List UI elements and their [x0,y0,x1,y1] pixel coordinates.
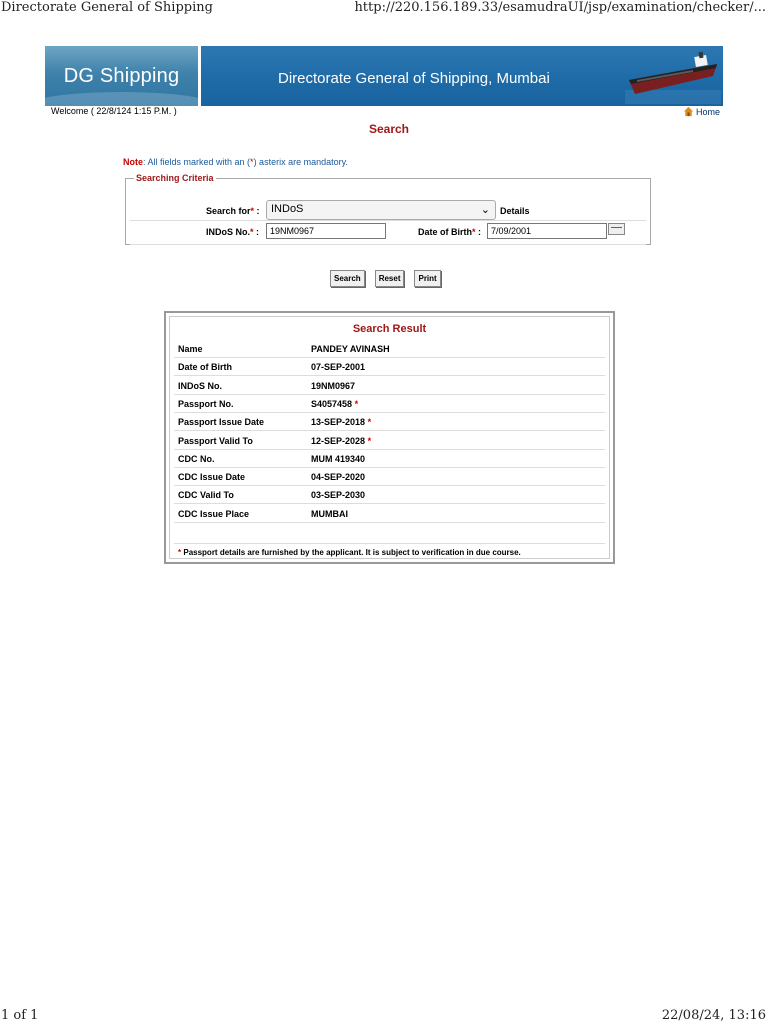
result-value [311,472,365,482]
result-value-text: 03-SEP-2030 [311,490,366,501]
criteria-legend: Searching Criteria [136,173,214,183]
required-asterisk: * [250,227,254,237]
calendar-icon[interactable] [608,223,625,235]
dg-shipping-logo [45,46,201,106]
result-label: CDC Issue Place [178,508,250,519]
result-value-text: S4057458 [311,398,353,409]
footnote-asterisk: * [178,548,182,557]
result-value [311,509,348,519]
banner-title-area [201,46,723,106]
result-value [311,417,371,427]
welcome-text: Welcome ( 22/8/124 1:15 P.M. ) [51,106,177,116]
reset-button[interactable]: Reset [375,270,405,287]
result-label: CDC Valid To [178,490,234,501]
search-for-label: Search for* : [206,206,260,216]
passport-footnote [174,543,605,557]
result-value-text: 04-SEP-2020 [311,472,366,483]
dob-input[interactable]: 7/09/2001 [487,223,607,239]
footnote-text: Passport details are furnished by the applicant. It is subject to verification in due course. [183,548,521,557]
ship-illustration [625,50,721,104]
house-icon [683,106,694,117]
search-result-title: Search Result [352,323,427,335]
dob-label-text: Date of Birth [418,227,472,237]
result-row [174,449,605,468]
dropdown-chevron-icon: ⌄ [480,204,490,216]
note-text-before: : All fields marked with an ( [143,157,251,167]
mandatory-note [123,157,348,167]
logo-text: DG Shipping [63,64,180,87]
searching-criteria-fieldset [125,173,651,245]
unverified-asterisk: * [354,398,359,409]
unverified-asterisk: * [367,435,372,446]
result-value-text: MUM 419340 [311,453,366,464]
result-value [311,454,365,464]
result-label: CDC No. [178,453,215,464]
result-label: INDoS No. [178,380,222,391]
page-title: Search [368,122,410,136]
note-label: Note [123,157,143,167]
search-for-label-text: Search for [206,206,251,216]
print-datetime: 22/08/24, 13:16 [661,1008,766,1023]
result-value-text: 13-SEP-2018 [311,417,366,428]
result-row [174,431,605,450]
print-header [0,0,768,18]
search-result-panel [164,311,615,564]
action-buttons [330,270,441,287]
result-row [174,339,605,358]
result-label: Passport No. [178,398,234,409]
result-label: Date of Birth [178,362,232,373]
note-text-after: ) asterix are mandatory. [253,157,348,167]
result-label: Name [178,344,203,354]
unverified-asterisk: * [367,417,372,428]
result-row [174,504,605,523]
note-asterisk: * [250,157,254,167]
indos-label: INDoS No.* : [206,227,260,237]
result-label: Passport Valid To [178,435,253,446]
result-row [174,376,605,395]
search-for-select[interactable] [266,200,496,220]
dob-label: Date of Birth* : [418,227,482,237]
home-link[interactable] [683,106,720,117]
result-value [311,344,390,354]
search-button[interactable]: Search [330,270,365,287]
indos-label-text: INDoS No. [206,227,250,237]
site-banner [45,46,723,106]
banner-title: Directorate General of Shipping, Mumbai [278,70,550,87]
result-row [174,412,605,431]
indos-input[interactable]: 19NM0967 [266,223,386,239]
result-value [311,490,365,500]
print-footer [0,1008,768,1024]
page-count: 1 of 1 [1,1008,39,1023]
result-value-text: PANDEY AVINASH [311,344,390,354]
result-value-text: 12-SEP-2028 [311,435,366,446]
print-header-url: http://220.156.189.33/esamudraUI/jsp/examination/checker/... [354,0,766,15]
indos-dob-row [130,220,646,245]
result-value [311,362,365,372]
result-row [174,394,605,413]
result-label: CDC Issue Date [178,472,246,483]
details-label: Details [500,206,530,216]
result-value [311,436,371,446]
search-result-inner [169,316,610,559]
result-row [174,467,605,486]
required-asterisk: * [472,227,476,237]
required-asterisk: * [250,206,255,216]
result-value-text: 19NM0967 [311,380,356,391]
search-for-row [130,195,646,221]
search-for-value: INDoS [271,203,304,215]
result-value-text: MUMBAI [311,508,348,519]
result-row [174,485,605,504]
home-label[interactable]: Home [696,106,721,117]
print-header-title: Directorate General of Shipping [1,0,213,15]
print-button[interactable]: Print [414,270,440,287]
result-label: Passport Issue Date [178,417,265,428]
result-value [311,381,355,391]
result-row [174,357,605,376]
result-value [311,399,358,409]
result-value-text: 07-SEP-2001 [311,362,366,373]
